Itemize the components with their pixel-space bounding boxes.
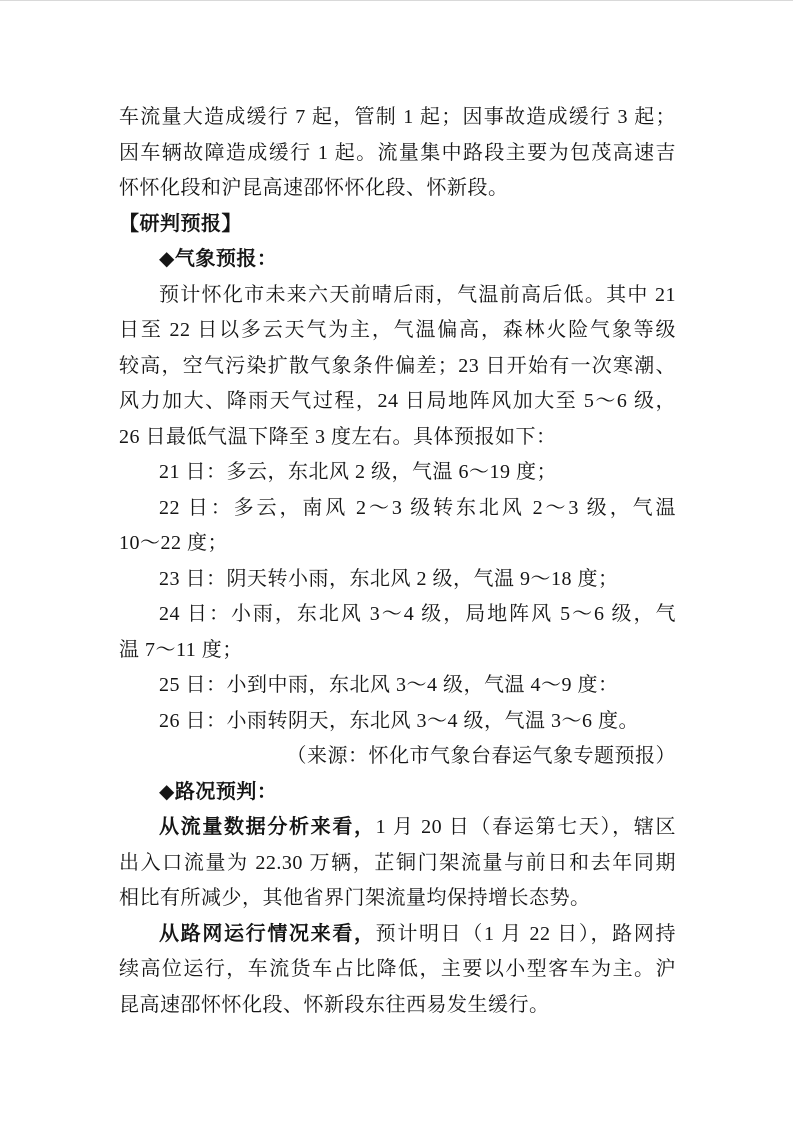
- road-network-lead: 从路网运行情况来看，: [159, 922, 376, 945]
- forecast-day-22-cont: 10～22 度；: [119, 532, 228, 554]
- weather-overview-line: 26 日最低气温下降至 3 度左右。具体预报如下：: [119, 425, 557, 448]
- weather-overview-line: 日至 22 日以多云天气为主，气温偏高，森林火险气象等级: [119, 319, 676, 341]
- road-flow-lead: 从流量数据分析来看，: [159, 816, 376, 838]
- weather-overview-line: 预计怀化市未来六天前晴后雨，气温前高后低。其中 21: [159, 283, 676, 306]
- forecast-day-22: 22 日：多云，南风 2～3 级转东北风 2～3 级，气温: [159, 496, 676, 519]
- document-content: [119, 100, 676, 1023]
- forecast-day-21: 21 日：多云，东北风 2 级，气温 6～19 度；: [159, 461, 557, 483]
- weather-overview-line: 较高，空气污染扩散气象条件偏差；23 日开始有一次寒潮、: [119, 354, 676, 377]
- road-heading: ◆路况预判：: [159, 780, 278, 803]
- road-network-line: 昆高速邵怀怀化段、怀新段东往西易发生缓行。: [119, 993, 550, 1016]
- road-flow-line: 相比有所减少，其他省界门架流量均保持增长态势。: [119, 887, 591, 909]
- road-network-line: [119, 917, 676, 953]
- forecast-day-24-cont: 温 7～11 度；: [119, 638, 243, 661]
- road-network-line: 续高位运行，车流货车占比降低，主要以小型客车为主。沪: [119, 958, 676, 980]
- intro-line: 因车辆故障造成缓行 1 起。流量集中路段主要为包茂高速吉: [119, 141, 676, 164]
- road-flow-line: [119, 810, 676, 846]
- weather-source: （来源：怀化市气象台春运气象专题预报）: [286, 745, 676, 767]
- weather-heading: ◆气象预报：: [159, 248, 278, 270]
- intro-line: 怀怀化段和沪昆高速邵怀怀化段、怀新段。: [119, 177, 509, 199]
- section-title: 【研判预报】: [119, 212, 242, 235]
- weather-overview-line: 风力加大、降雨天气过程，24 日局地阵风加大至 5～6 级，: [119, 390, 676, 412]
- forecast-day-25: 25 日：小到中雨，东北风 3～4 级，气温 4～9 度：: [159, 674, 619, 696]
- forecast-day-23: 23 日：阴天转小雨，东北风 2 级，气温 9～18 度；: [159, 567, 619, 590]
- forecast-day-24: 24 日：小雨，东北风 3～4 级，局地阵风 5～6 级，气: [159, 603, 676, 625]
- intro-line: 车流量大造成缓行 7 起，管制 1 起；因事故造成缓行 3 起；: [119, 106, 676, 128]
- page-top-edge: [0, 0, 793, 1]
- forecast-day-26: 26 日：小雨转阴天，东北风 3～4 级，气温 3～6 度。: [159, 709, 639, 732]
- road-flow-text: 1 月 20 日（春运第七天），辖区: [375, 816, 676, 838]
- road-flow-line: 出入口流量为 22.30 万辆，芷铜门架流量与前日和去年同期: [119, 851, 676, 874]
- road-network-text: 预计明日（1 月 22 日），路网持: [375, 922, 676, 945]
